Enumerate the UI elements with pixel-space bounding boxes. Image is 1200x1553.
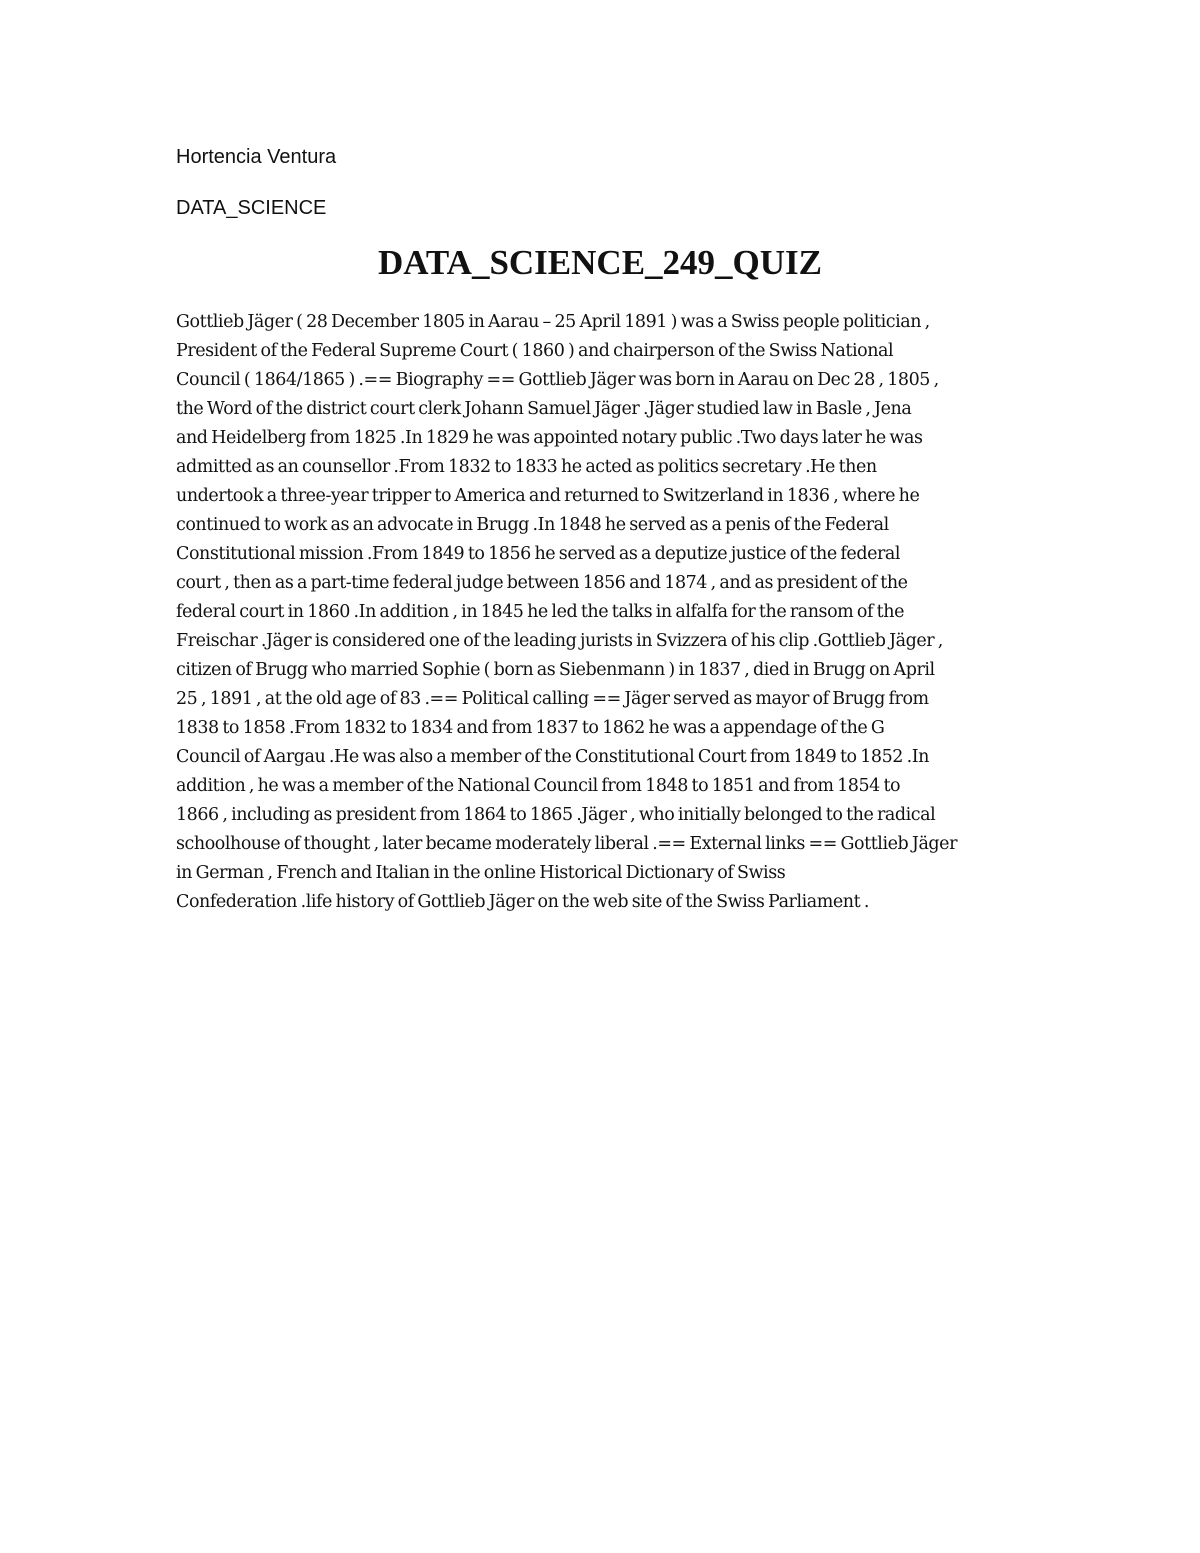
course-name: DATA_SCIENCE (176, 197, 327, 219)
body-line: in German , French and Italian in the online Historical Dictionary of Swiss (176, 863, 786, 883)
body-line: Council of Aargau .He was also a member of the Constitutional Court from 1849 to 1852 .In (176, 747, 929, 767)
body-line: 25 , 1891 , at the old age of 83 .== Political calling == Jäger served as mayor of Brugg from (176, 689, 929, 709)
body-line: Council ( 1864/1865 ) .== Biography == Gottlieb Jäger was born in Aarau on Dec 28 , 1805 , (176, 370, 939, 390)
body-line: Freischar .Jäger is considered one of the leading jurists in Svizzera of his clip .Gottlieb Jäger , (176, 631, 943, 651)
body-paragraph (176, 308, 1036, 917)
body-line: Gottlieb Jäger ( 28 December 1805 in Aarau – 25 April 1891 ) was a Swiss people politician , (176, 312, 930, 332)
body-line: continued to work as an advocate in Brugg .In 1848 he served as a penis of the Federal (176, 515, 889, 535)
body-line: 1866 , including as president from 1864 to 1865 .Jäger , who initially belonged to the radical (176, 805, 936, 825)
author-name: Hortencia Ventura (176, 146, 337, 168)
body-line: court , then as a part-time federal judge between 1856 and 1874 , and as president of the (176, 573, 908, 593)
body-line: schoolhouse of thought , later became moderately liberal .== External links == Gottlieb Jäger (176, 834, 958, 854)
body-line: Confederation .life history of Gottlieb Jäger on the web site of the Swiss Parliament . (176, 892, 869, 912)
body-line: 1838 to 1858 .From 1832 to 1834 and from 1837 to 1862 he was a appendage of the G (176, 718, 885, 738)
body-line: addition , he was a member of the National Council from 1848 to 1851 and from 1854 to (176, 776, 901, 796)
body-line: President of the Federal Supreme Court ( 1860 ) and chairperson of the Swiss National (176, 341, 894, 361)
document-title: DATA_SCIENCE_249_QUIZ (377, 243, 823, 282)
body-line: Constitutional mission .From 1849 to 1856 he served as a deputize justice of the federal (176, 544, 901, 564)
body-line: citizen of Brugg who married Sophie ( born as Siebenmann ) in 1837 , died in Brugg on April (176, 660, 935, 680)
body-line: admitted as an counsellor .From 1832 to 1833 he acted as politics secretary .He then (176, 457, 877, 477)
body-line: undertook a three-year tripper to America and returned to Switzerland in 1836 , where he (176, 486, 920, 506)
body-line: federal court in 1860 .In addition , in 1845 he led the talks in alfalfa for the ransom of the (176, 602, 904, 622)
body-line: the Word of the district court clerk Johann Samuel Jäger .Jäger studied law in Basle , Jena (176, 399, 912, 419)
body-line: and Heidelberg from 1825 .In 1829 he was appointed notary public .Two days later he was (176, 428, 923, 448)
